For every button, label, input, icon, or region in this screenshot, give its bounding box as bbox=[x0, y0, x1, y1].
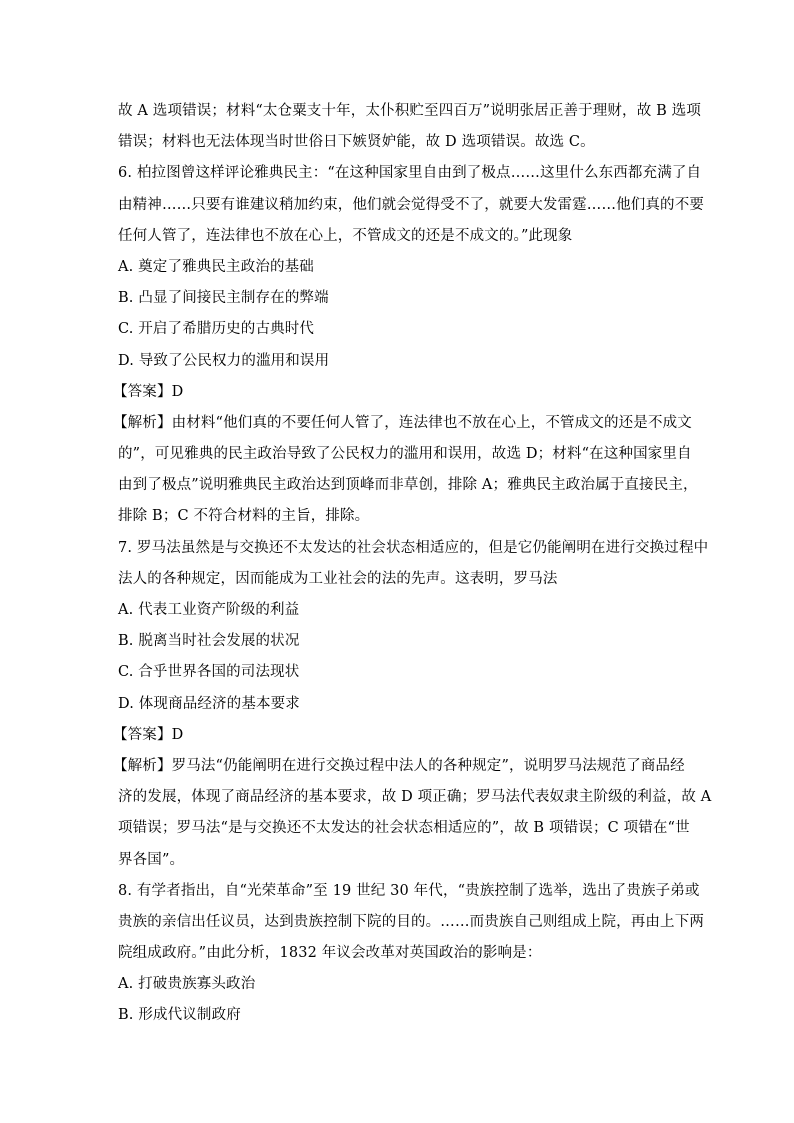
text-line: 错误；材料也无法体现当时世俗日下嫉贤妒能，故 D 选项错误。故选 C。 bbox=[118, 134, 595, 151]
question-stem-line: 院组成政府。”由此分析，1832 年议会改革对英国政治的影响是： bbox=[118, 945, 542, 962]
question-stem-line: 贵族的亲信出任议员，达到贵族控制下院的目的。……而贵族自己则组成上院，再由上下两 bbox=[118, 913, 704, 930]
answer-label: 【答案】D bbox=[113, 726, 184, 743]
question-stem-line: 任何人管了，连法律也不放在心上，不管成文的还是不成文的。”此现象 bbox=[118, 227, 573, 244]
explanation-line: 界各国”。 bbox=[118, 851, 185, 868]
option-b: B. 脱离当时社会发展的状况 bbox=[118, 633, 300, 650]
explanation-line: 排除 B；C 不符合材料的主旨，排除。 bbox=[118, 508, 370, 525]
explanation-line: 【解析】罗马法“仍能阐明在进行交换过程中法人的各种规定”，说明罗马法规范了商品经 bbox=[113, 757, 685, 774]
option-c: C. 开启了希腊历史的古典时代 bbox=[118, 321, 315, 338]
question-stem-line: 8. 有学者指出，自“光荣革命”至 19 世纪 30 年代，“贵族控制了选举，选出了贵族子弟或 bbox=[118, 882, 700, 899]
question-stem-line: 由精神……只要有谁建议稍加约束，他们就会觉得受不了，就要大发雷霆……他们真的不要 bbox=[118, 196, 704, 213]
previous-question-explanation bbox=[118, 96, 701, 158]
answer-label: 【答案】D bbox=[113, 383, 184, 400]
question-stem-line: 法人的各种规定，因而能成为工业社会的法的先声。这表明，罗马法 bbox=[118, 570, 558, 587]
option-a: A. 打破贵族寡头政治 bbox=[118, 976, 256, 993]
option-b: B. 形成代议制政府 bbox=[118, 1007, 241, 1024]
question-stem-line: 7. 罗马法虽然是与交换还不太发达的社会状态相适应的，但是它仍能阐明在进行交换过程中 bbox=[118, 539, 709, 556]
option-b: B. 凸显了间接民主制存在的弊端 bbox=[118, 290, 329, 307]
question-stem-line: 6. 柏拉图曾这样评论雅典民主：“在这种国家里自由到了极点……这里什么东西都充满了自 bbox=[118, 165, 702, 182]
explanation-line: 济的发展，体现了商品经济的基本要求，故 D 项正确；罗马法代表奴隶主阶级的利益，故 A bbox=[118, 789, 712, 806]
question-6 bbox=[113, 158, 704, 532]
explanation-line: 项错误；罗马法“是与交换还不太发达的社会状态相适应的”，故 B 项错误；C 项错在“世 bbox=[118, 820, 690, 837]
option-a: A. 奠定了雅典民主政治的基础 bbox=[118, 258, 314, 275]
option-c: C. 合乎世界各国的司法现状 bbox=[118, 664, 300, 681]
explanation-line: 【解析】由材料“他们真的不要任何人管了，连法律也不放在心上，不管成文的还是不成文 bbox=[113, 414, 692, 431]
question-8 bbox=[118, 876, 704, 1032]
explanation-line: 由到了极点”说明雅典民主政治达到顶峰而非草创，排除 A；雅典民主政治属于直接民主， bbox=[118, 477, 698, 494]
document-page bbox=[113, 96, 712, 1032]
text-line: 故 A 选项错误；材料“太仓粟支十年，太仆积贮至四百万”说明张居正善于理财，故 B 选项 bbox=[118, 103, 701, 119]
explanation-line: 的”，可见雅典的民主政治导致了公民权力的滥用和误用，故选 D；材料“在这种国家里自 bbox=[118, 446, 692, 463]
option-a: A. 代表工业资产阶级的利益 bbox=[118, 602, 300, 618]
question-7 bbox=[113, 533, 712, 876]
option-d: D. 体现商品经济的基本要求 bbox=[118, 695, 300, 712]
option-d: D. 导致了公民权力的滥用和误用 bbox=[118, 352, 330, 369]
